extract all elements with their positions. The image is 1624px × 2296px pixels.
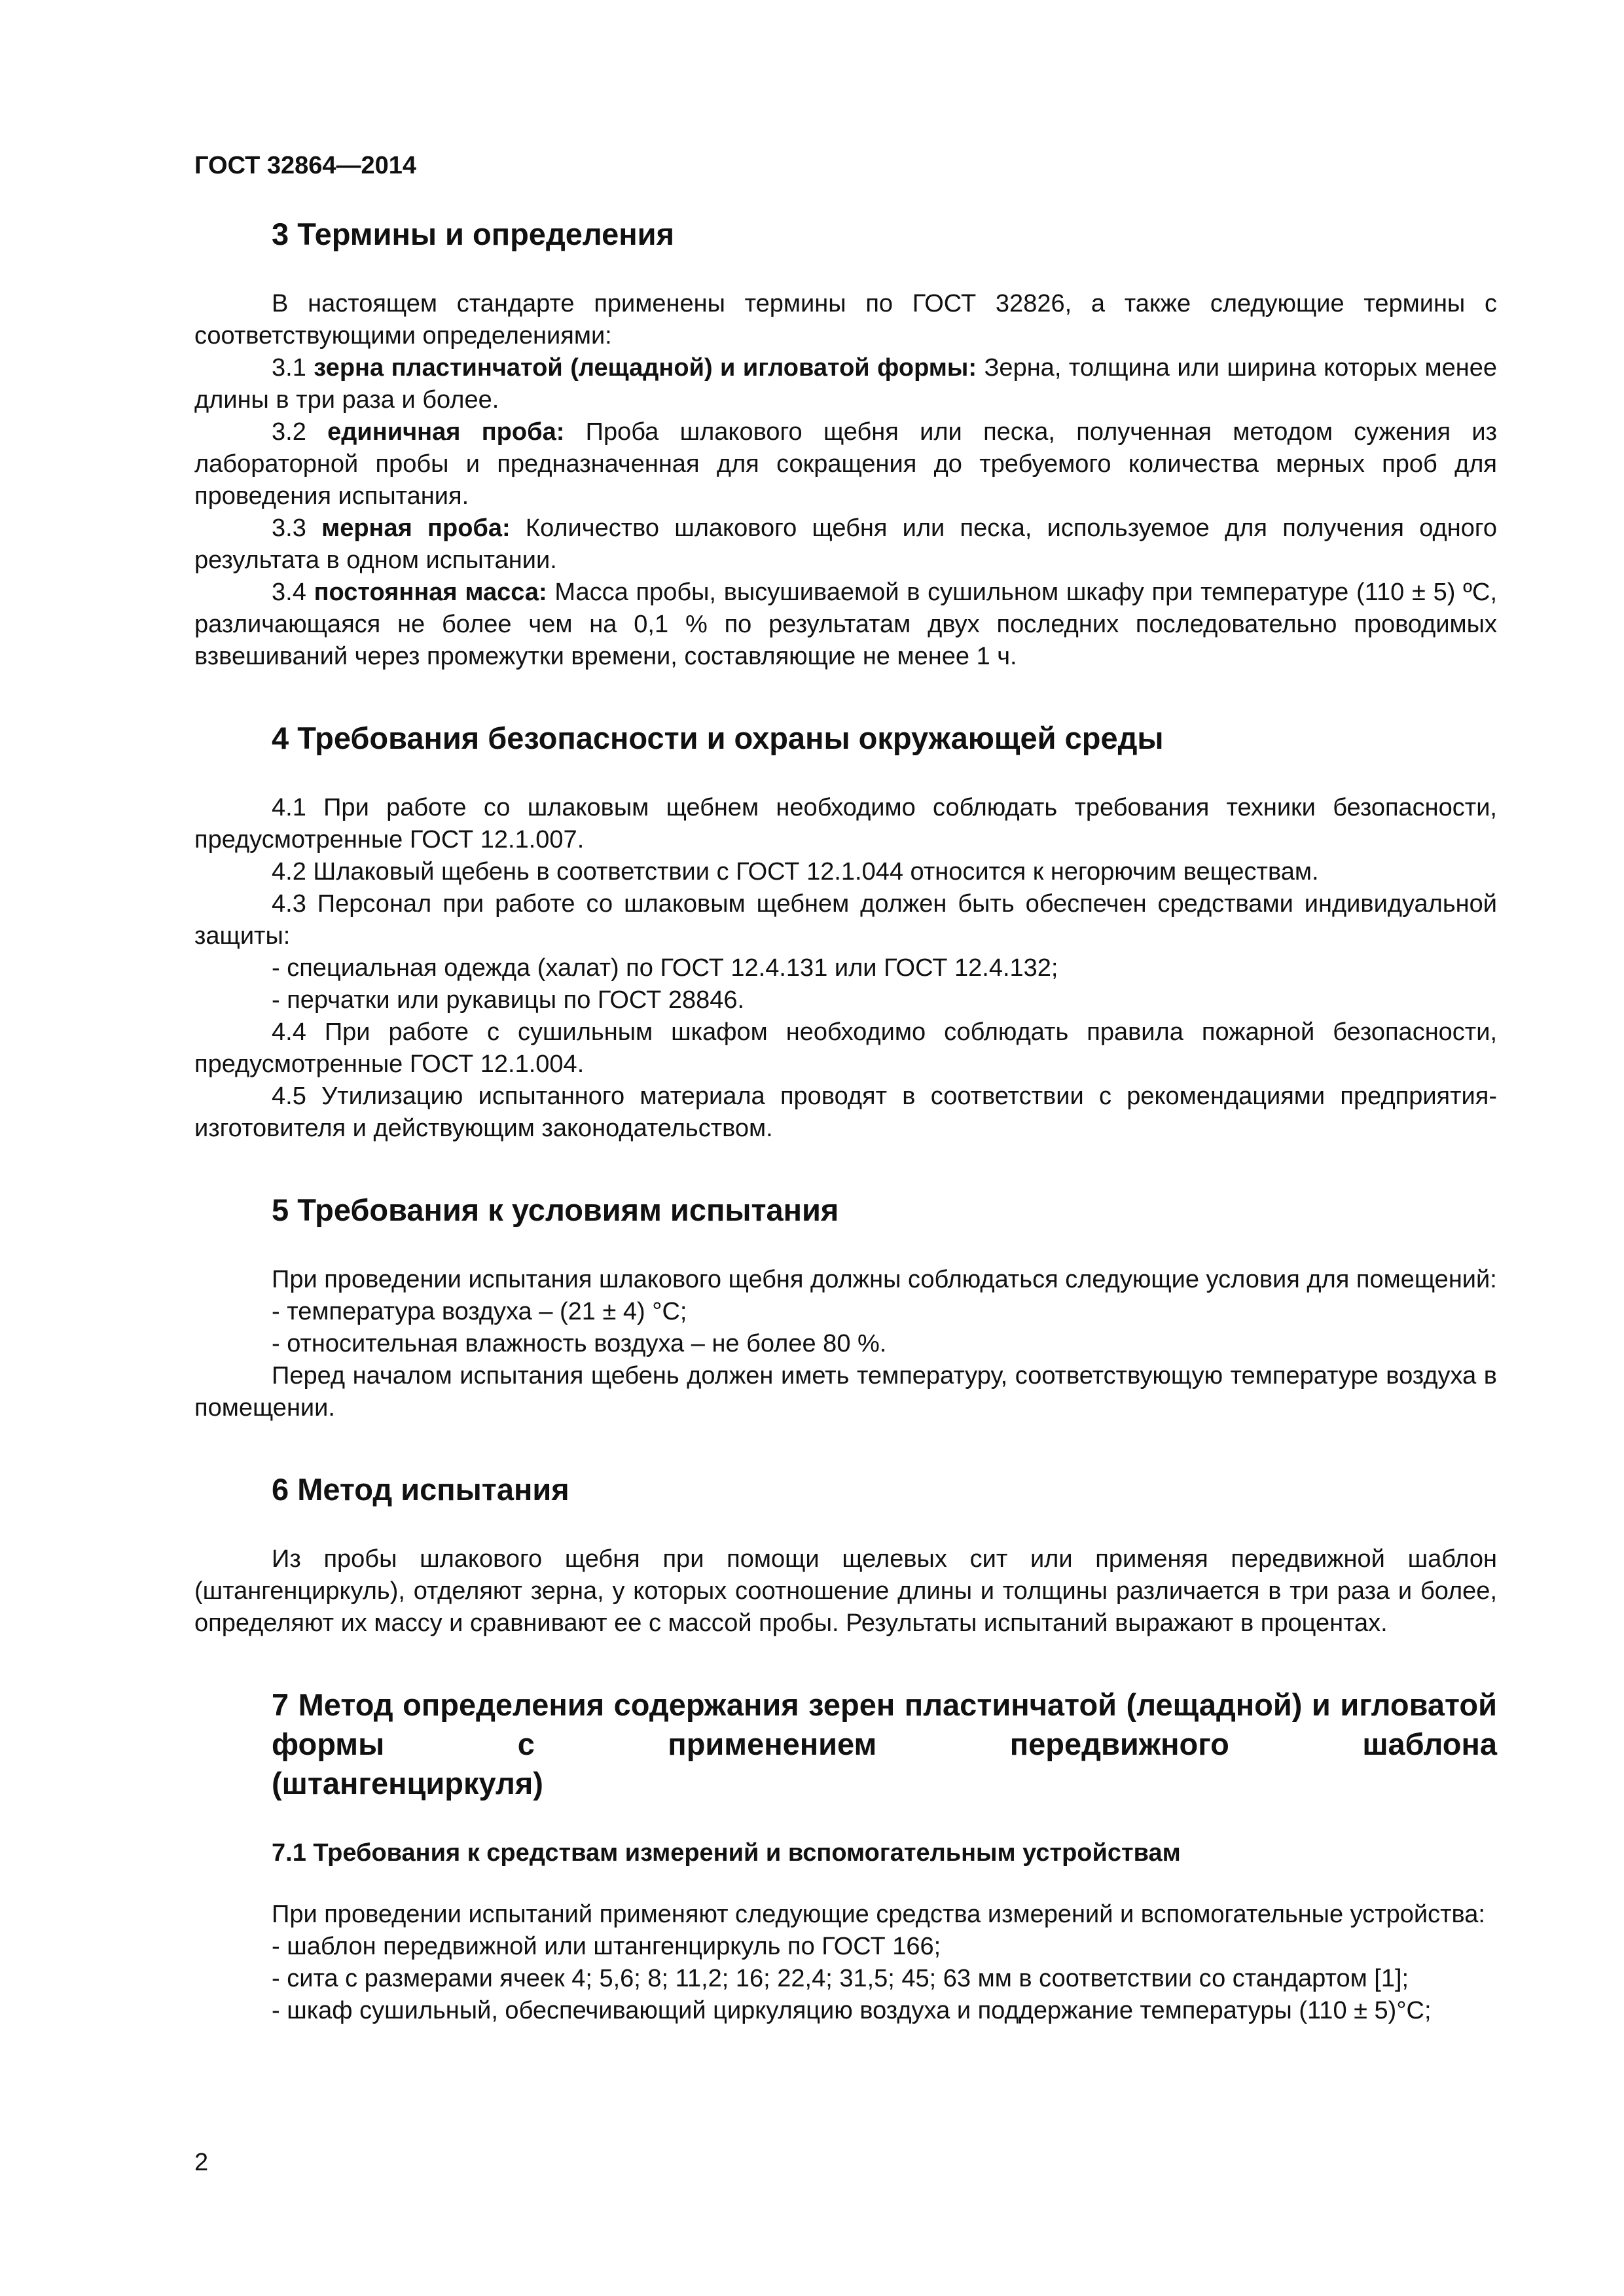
page-number: 2 bbox=[194, 2149, 209, 2176]
section-7-title: 7 Метод определения содержания зерен пластинчатой (лещадной) и игловатой формы с применением передвижного шаблона (штангенциркуля) bbox=[272, 1687, 1497, 1801]
subsection-7-1-para: При проведении испытаний применяют следующие средства измерений и вспомогательные устройства: bbox=[272, 1901, 1485, 1928]
section-6-title: 6 Метод испытания bbox=[272, 1472, 569, 1507]
clause-4-3-item-2: - перчатки или рукавицы по ГОСТ 28846. bbox=[272, 986, 745, 1014]
section-3-intro: В настоящем стандарте применены термины по ГОСТ 32826, а также следующие термины с соответствующими определениями: bbox=[194, 290, 1497, 350]
term-3-2-name: единичная проба: bbox=[327, 418, 565, 446]
clause-4-1: 4.1 При работе со шлаковым щебнем необходимо соблюдать требования техники безопасности, предусмотренные ГОСТ 12.1.007. bbox=[194, 794, 1497, 853]
term-3-3-name: мерная проба: bbox=[321, 514, 511, 542]
subsection-7-1-item-2: - сита с размерами ячеек 4; 5,6; 8; 11,2; 16; 22,4; 31,5; 45; 63 мм в соответствии со стандартом [1]; bbox=[272, 1965, 1409, 1992]
section-6-para-1: Из пробы шлакового щебня при помощи щелевых сит или применяя передвижной шаблон (штангенциркуль), отделяют зерна, у которых соотношение длины и толщины различается в три раза и более, определяют их массу и сравнивают ее с массой пробы. Результаты испытаний выражают в процентах. bbox=[194, 1545, 1497, 1637]
term-3-1-name: зерна пластинчатой (лещадной) и игловатой формы: bbox=[314, 354, 977, 382]
clause-4-3: 4.3 Персонал при работе со шлаковым щебнем должен быть обеспечен средствами индивидуальной защиты: bbox=[194, 890, 1497, 950]
clause-4-3-item-1: - специальная одежда (халат) по ГОСТ 12.4.131 или ГОСТ 12.4.132; bbox=[272, 954, 1058, 982]
section-5 bbox=[194, 1191, 1497, 1424]
section-5-title: 5 Требования к условиям испытания bbox=[272, 1193, 839, 1227]
subsection-7-1-title: 7.1 Требования к средствам измерений и вспомогательным устройствам bbox=[272, 1839, 1181, 1867]
section-3-title: 3 Термины и определения bbox=[272, 217, 674, 251]
term-3-2: 3.2 единичная проба: Проба шлакового щебня или песка, полученная методом сужения из лабораторной пробы и предназначенная для сокращения до требуемого количества мерных проб для проведения испытания. bbox=[194, 418, 1497, 510]
section-7 bbox=[194, 1685, 1497, 2027]
section-4-title: 4 Требования безопасности и охраны окружающей среды bbox=[272, 721, 1164, 755]
term-3-4: 3.4 постоянная масса: Масса пробы, высушиваемой в сушильном шкафу при температуре (110 ± 5) ºС, различающаяся не более чем на 0,1 % по результатам двух последних последовательно проводимых взвешиваний через промежутки времени, составляющие не менее 1 ч. bbox=[194, 579, 1498, 670]
term-3-3: 3.3 мерная проба: Количество шлакового щебня или песка, используемое для получения одного результата в одном испытании. bbox=[194, 514, 1497, 574]
subsection-7-1-item-1: - шаблон передвижной или штангенциркуль по ГОСТ 166; bbox=[272, 1933, 941, 1960]
subsection-7-1-item-3: - шкаф сушильный, обеспечивающий циркуляцию воздуха и поддержание температуры (110 ± 5)°С; bbox=[272, 1997, 1432, 2024]
section-5-item-1: - температура воздуха – (21 ± 4) °С; bbox=[272, 1298, 687, 1325]
section-4 bbox=[194, 719, 1497, 1145]
document-header: ГОСТ 32864—2014 bbox=[194, 152, 417, 179]
section-5-item-2: - относительная влажность воздуха – не более 80 %. bbox=[272, 1330, 887, 1357]
term-3-4-name: постоянная масса: bbox=[314, 579, 547, 606]
clause-4-4: 4.4 При работе с сушильным шкафом необходимо соблюдать правила пожарной безопасности, предусмотренные ГОСТ 12.1.004. bbox=[194, 1018, 1497, 1078]
term-3-1: 3.1 зерна пластинчатой (лещадной) и игловатой формы: Зерна, толщина или ширина которых менее длины в три раза и более. bbox=[194, 354, 1497, 414]
clause-4-5: 4.5 Утилизацию испытанного материала проводят в соответствии с рекомендациями предприятия-изготовителя и действующим законодательством. bbox=[194, 1083, 1497, 1142]
clause-4-2: 4.2 Шлаковый щебень в соответствии с ГОСТ 12.1.044 относится к негорючим веществам. bbox=[272, 858, 1319, 886]
section-6 bbox=[194, 1470, 1497, 1640]
section-3 bbox=[194, 215, 1497, 673]
section-5-para-1: При проведении испытания шлакового щебня должны соблюдаться следующие условия для помещений: bbox=[272, 1266, 1497, 1293]
section-5-para-2: Перед началом испытания щебень должен иметь температуру, соответствующую температуре воздуха в помещении. bbox=[194, 1362, 1497, 1422]
document-page bbox=[194, 151, 1497, 2212]
